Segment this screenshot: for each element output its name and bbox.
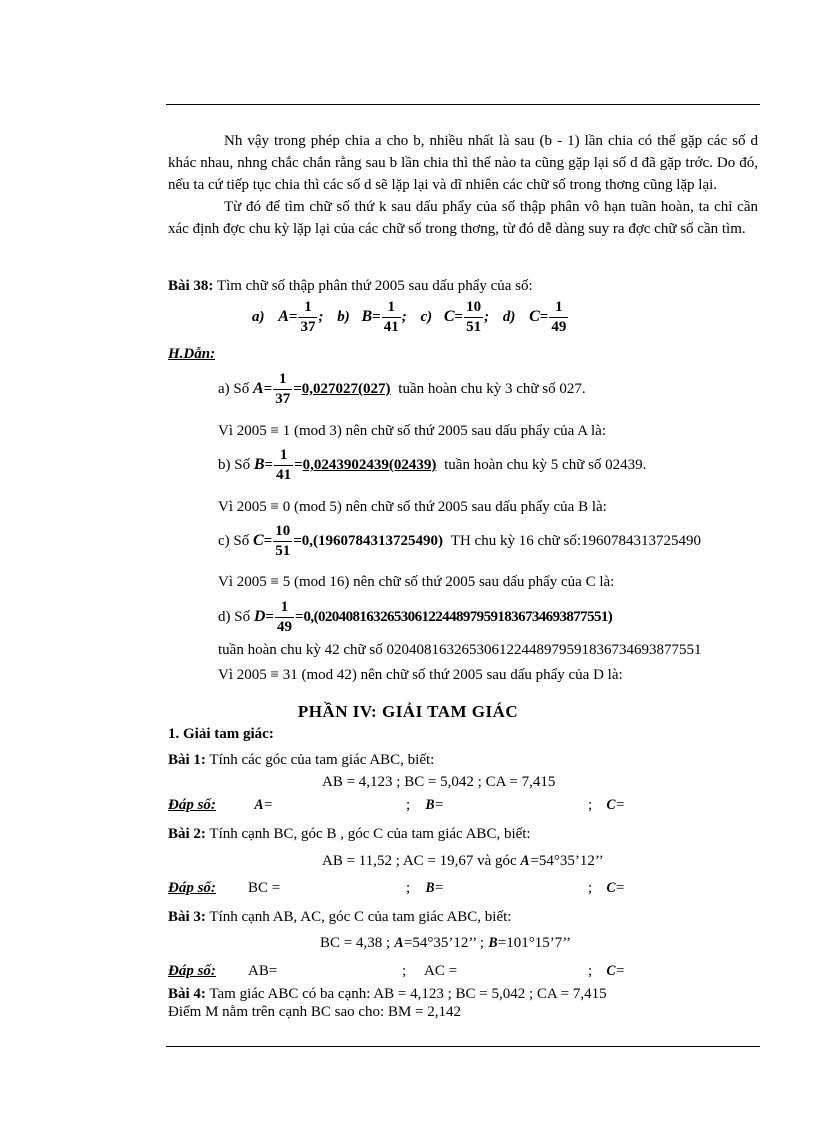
intro-paragraph-2: Từ đó để tìm chữ số thứ k sau dấu phẩy của số thập phân vô hạn tuần hoàn, ta chỉ cần xác định đợc chu kỳ lặp lại của các chữ số trong thơng, từ đó dễ dàng suy ra đợc chữ số cần tìm. xyxy=(168,199,758,237)
huong-dan-label: H.Dẫn: xyxy=(168,346,216,362)
intro-paragraph-1: Nh vậy trong phép chia a cho b, nhiều nhất là sau (b - 1) lần chia có thể gặp các số d khác nhau, nhng chắc chắn rằng sau b lần chia thì thế nào ta cũng gặp lại số d đã gặp trớc. Do đó, nếu ta cứ tiếp tục chia thì các số d sẽ lặp lại và dĩ nhiên các chữ số trong thơng cũng lặp lại. xyxy=(168,133,758,193)
value-d: 0,(020408163265306122448979591836734693877551) xyxy=(303,608,613,625)
item-b-var: B xyxy=(361,307,373,325)
mod-d: Vì 2005 ≡ 31 (mod 42) nên chữ số thứ 2005 sau dấu phẩy của D là: xyxy=(218,667,623,683)
bai38-text: Tìm chữ số thập phân thứ 2005 sau dấu phẩy của số: xyxy=(216,278,533,294)
footer-rule xyxy=(166,1046,760,1047)
mod-b: Vì 2005 ≡ 0 (mod 5) nên chữ số thứ 2005 sau dấu phẩy của B là: xyxy=(218,499,607,515)
value-c: 0,(1960784313725490) xyxy=(301,532,444,549)
intro-text xyxy=(168,130,758,240)
header-rule xyxy=(166,104,760,105)
bai2-given: AB = 11,52 ; AC = 19,67 và góc A=54°35’12’’ xyxy=(322,853,604,869)
bai1-answer: Đáp số: A= ; B= ; C= xyxy=(168,797,625,813)
item-c-fraction: $\frac{10}{51}$ xyxy=(466,299,482,335)
subsection-1: 1. Giải tam giác: xyxy=(168,726,274,742)
mod-a: Vì 2005 ≡ 1 (mod 3) nên chữ số thứ 2005 sau dấu phẩy của A là: xyxy=(218,423,606,439)
item-d-fraction: $\frac{1}{49}$ xyxy=(551,299,567,335)
value-a: 0,027027(027) xyxy=(301,380,391,397)
solution-a: a) Số A= $\frac{1}{37}$ =0,027027(027) tuần hoàn chu kỳ 3 chữ số 027. xyxy=(218,371,586,407)
value-b: 0,0243902439(02439) xyxy=(302,456,437,473)
solution-c: c) Số C= $\frac{10}{51}$ =0,(1960784313725490) TH chu kỳ 16 chữ số:1960784313725490 xyxy=(218,523,701,559)
bai2-header: Bài 2: Tính cạnh BC, góc B , góc C của tam giác ABC, biết: xyxy=(168,826,531,842)
bai4-header: Bài 4: Tam giác ABC có ba cạnh: AB = 4,123 ; BC = 5,042 ; CA = 7,415 xyxy=(168,986,607,1002)
section-title: PHẦN IV: GIẢI TAM GIÁC xyxy=(297,702,519,721)
bai38-items: a) A= $\frac{1}{37}$ ; b) B= $\frac{1}{41}$ ; c) C= $\frac{10}{51}$ ; d) C= $\frac{1}{49}$ xyxy=(252,299,567,335)
bai38-header xyxy=(168,278,533,295)
bai1-header: Bài 1: Tính các góc của tam giác ABC, biết: xyxy=(168,752,435,768)
item-b-label: b) xyxy=(337,308,350,325)
item-c-label: c) xyxy=(420,308,433,325)
item-b-fraction: $\frac{1}{41}$ xyxy=(383,299,399,335)
item-a-label: a) xyxy=(252,308,265,325)
desc-d: tuần hoàn chu kỳ 42 chữ số 020408163265306122448979591836734693877551 xyxy=(218,642,702,658)
bai3-header: Bài 3: Tính cạnh AB, AC, góc C của tam giác ABC, biết: xyxy=(168,909,512,925)
bai3-answer: Đáp số: AB= ; AC = ; C= xyxy=(168,963,625,979)
item-a-var: A xyxy=(278,307,289,325)
item-d-var: C xyxy=(529,307,540,325)
bai2-answer: Đáp số: BC = ; B= ; C= xyxy=(168,880,625,896)
solution-d: d) Số D= $\frac{1}{49}$ =0,(020408163265306122448979591836734693877551) xyxy=(218,599,613,635)
solution-b: b) Số B= $\frac{1}{41}$ =0,0243902439(02439) tuần hoàn chu kỳ 5 chữ số 02439. xyxy=(218,447,647,483)
bai1-given: AB = 4,123 ; BC = 5,042 ; CA = 7,415 xyxy=(322,774,556,790)
bai3-given: BC = 4,38 ; A=54°35’12’’ ; B=101°15’7’’ xyxy=(320,935,572,951)
mod-c: Vì 2005 ≡ 5 (mod 16) nên chữ số thứ 2005 sau dấu phẩy của C là: xyxy=(218,574,615,590)
bai4-line2: Điểm M nằm trên cạnh BC sao cho: BM = 2,142 xyxy=(168,1004,462,1020)
item-a-fraction: $\frac{1}{37}$ xyxy=(300,299,316,335)
item-d-label: d) xyxy=(502,308,516,325)
item-c-var: C xyxy=(443,307,455,325)
bai38-label: Bài 38: xyxy=(168,278,214,294)
